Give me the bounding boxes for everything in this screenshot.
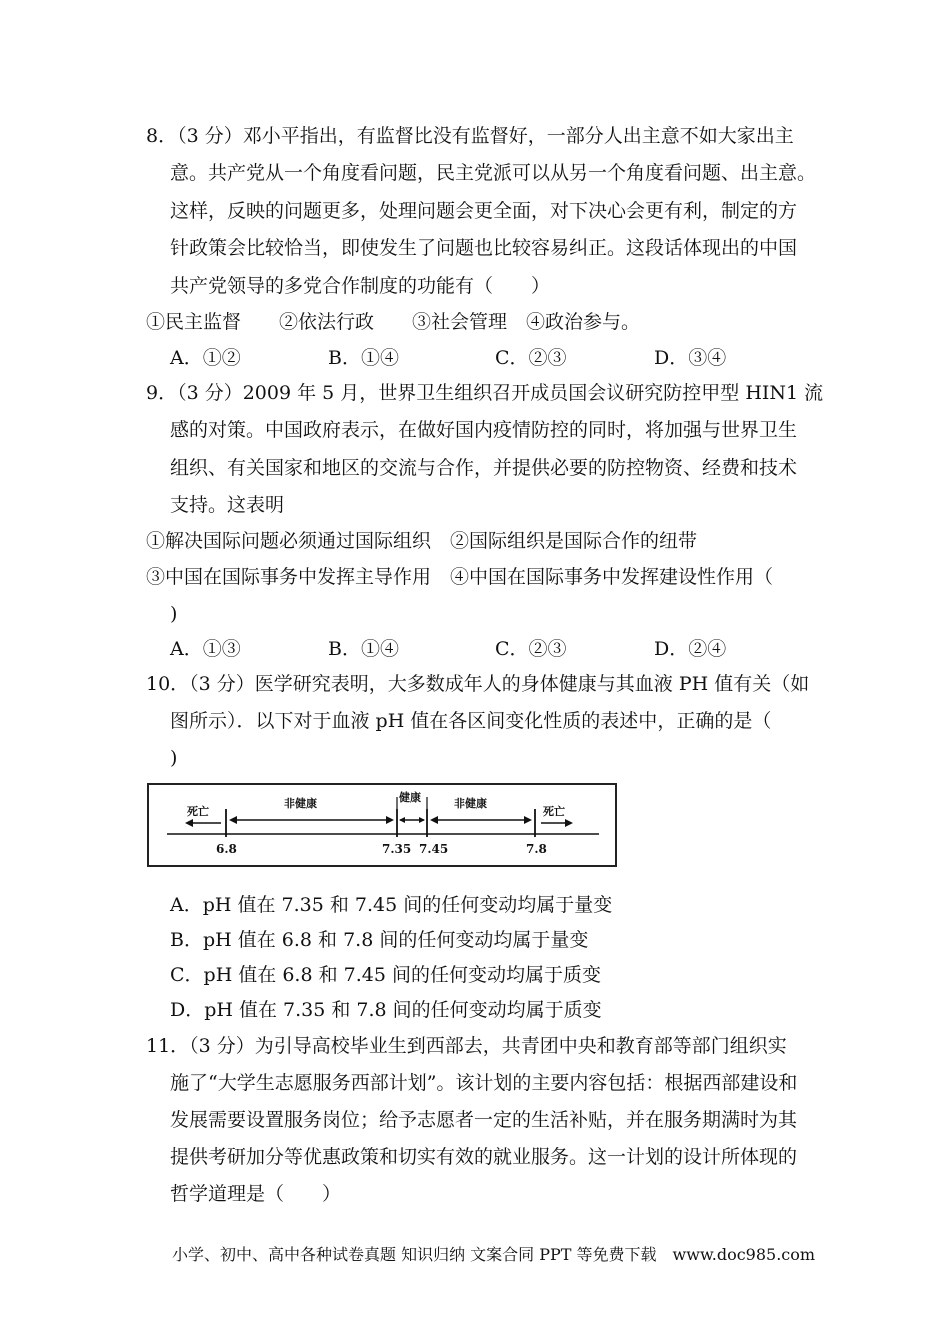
q8-choice-c: C．②③ <box>495 347 567 369</box>
tick-label-6-8: 6.8 <box>216 842 237 856</box>
unhealthy-right-head-a <box>430 816 438 824</box>
death-right-arrowhead <box>565 819 573 827</box>
q8-line-1: 8．（3 分）邓小平指出，有监督比没有监督好，一部分人出主意不如大家出主 <box>146 125 794 147</box>
unhealthy-right-head-b <box>524 816 532 824</box>
q11-line-4: 提供考研加分等优惠政策和切实有效的就业服务。这一计划的设计所体现的 <box>170 1146 798 1168</box>
q8-line-3: 这样，反映的问题更多，处理问题会更全面，对下决心会更有利，制定的方 <box>170 200 798 222</box>
q9-choice-b: B．①④ <box>328 638 399 660</box>
page-footer: 小学、初中、高中各种试卷真题 知识归纳 文案合同 PPT 等免费下载 www.doc985.com <box>172 1245 816 1264</box>
q9-items-1: ①解决国际问题必须通过国际组织 ②国际组织是国际合作的纽带 <box>146 530 698 552</box>
q10-line-1: 10．（3 分）医学研究表明，大多数成年人的身体健康与其血液 PH 值有关（如 <box>146 673 810 695</box>
q8-choice-b: B．①④ <box>328 347 399 369</box>
ph-diagram-svg <box>149 785 615 865</box>
q11-line-1: 11．（3 分）为引导高校毕业生到西部去，共青团中央和教育部等部门组织实 <box>146 1035 787 1057</box>
q9-line-2: 感的对策。中国政府表示，在做好国内疫情防控的同时，将加强与世界卫生 <box>170 419 798 441</box>
q8-line-5: 共产党领导的多党合作制度的功能有（ ） <box>170 275 551 297</box>
q9-line-3: 组织、有关国家和地区的交流与合作，并提供必要的防控物资、经费和技术 <box>170 457 798 479</box>
q10-choice-c: C．pH 值在 6.8 和 7.45 间的任何变动均属于质变 <box>170 964 601 986</box>
tick-label-7-8: 7.8 <box>526 842 547 856</box>
q9-choice-a: A．①③ <box>170 638 241 660</box>
ph-range-diagram <box>147 783 617 867</box>
q10-line-3: ) <box>170 747 178 769</box>
q9-choice-c: C．②③ <box>495 638 567 660</box>
label-unhealthy-right: 非健康 <box>454 797 487 810</box>
healthy-head-b <box>419 817 425 823</box>
q10-line-2: 图所示）．以下对于血液 pH 值在各区间变化性质的表述中，正确的是（ <box>170 710 772 732</box>
label-unhealthy-left: 非健康 <box>284 797 317 810</box>
q8-choice-a: A．①② <box>170 347 241 369</box>
label-death-right: 死亡 <box>543 805 565 818</box>
q9-items-3: ) <box>170 603 178 625</box>
death-left-arrowhead <box>185 819 193 827</box>
q8-choice-d: D．③④ <box>654 347 727 369</box>
q9-line-1: 9．（3 分）2009 年 5 月，世界卫生组织召开成员国会议研究防控甲型 HIN1 流 <box>146 382 824 404</box>
tick-label-7-35: 7.35 <box>382 842 412 856</box>
q8-line-4: 针政策会比较恰当，即使发生了问题也比较容易纠正。这段话体现出的中国 <box>170 237 798 259</box>
label-death-left: 死亡 <box>187 805 209 818</box>
q11-line-2: 施了“大学生志愿服务西部计划”。该计划的主要内容包括：根据西部建设和 <box>170 1072 798 1094</box>
q9-items-2: ③中国在国际事务中发挥主导作用 ④中国在国际事务中发挥建设性作用（ <box>146 566 774 588</box>
unhealthy-left-head-a <box>229 816 237 824</box>
q11-line-5: 哲学道理是（ ） <box>170 1183 342 1205</box>
label-healthy: 健康 <box>399 791 421 804</box>
healthy-head-a <box>399 817 405 823</box>
q11-line-3: 发展需要设置服务岗位；给予志愿者一定的生活补贴，并在服务期满时为其 <box>170 1109 798 1131</box>
q8-line-2: 意。共产党从一个角度看问题，民主党派可以从另一个角度看问题、出主意。 <box>170 162 817 184</box>
q9-line-4: 支持。这表明 <box>170 494 285 516</box>
q10-choice-b: B．pH 值在 6.8 和 7.8 间的任何变动均属于量变 <box>170 929 589 951</box>
unhealthy-left-head-b <box>386 816 394 824</box>
q9-choice-d: D．②④ <box>654 638 727 660</box>
q10-choice-a: A．pH 值在 7.35 和 7.45 间的任何变动均属于量变 <box>170 894 613 916</box>
tick-label-7-45: 7.45 <box>419 842 449 856</box>
q8-items: ①民主监督 ②依法行政 ③社会管理 ④政治参与。 <box>146 311 641 333</box>
q10-choice-d: D．pH 值在 7.35 和 7.8 间的任何变动均属于质变 <box>170 999 602 1021</box>
